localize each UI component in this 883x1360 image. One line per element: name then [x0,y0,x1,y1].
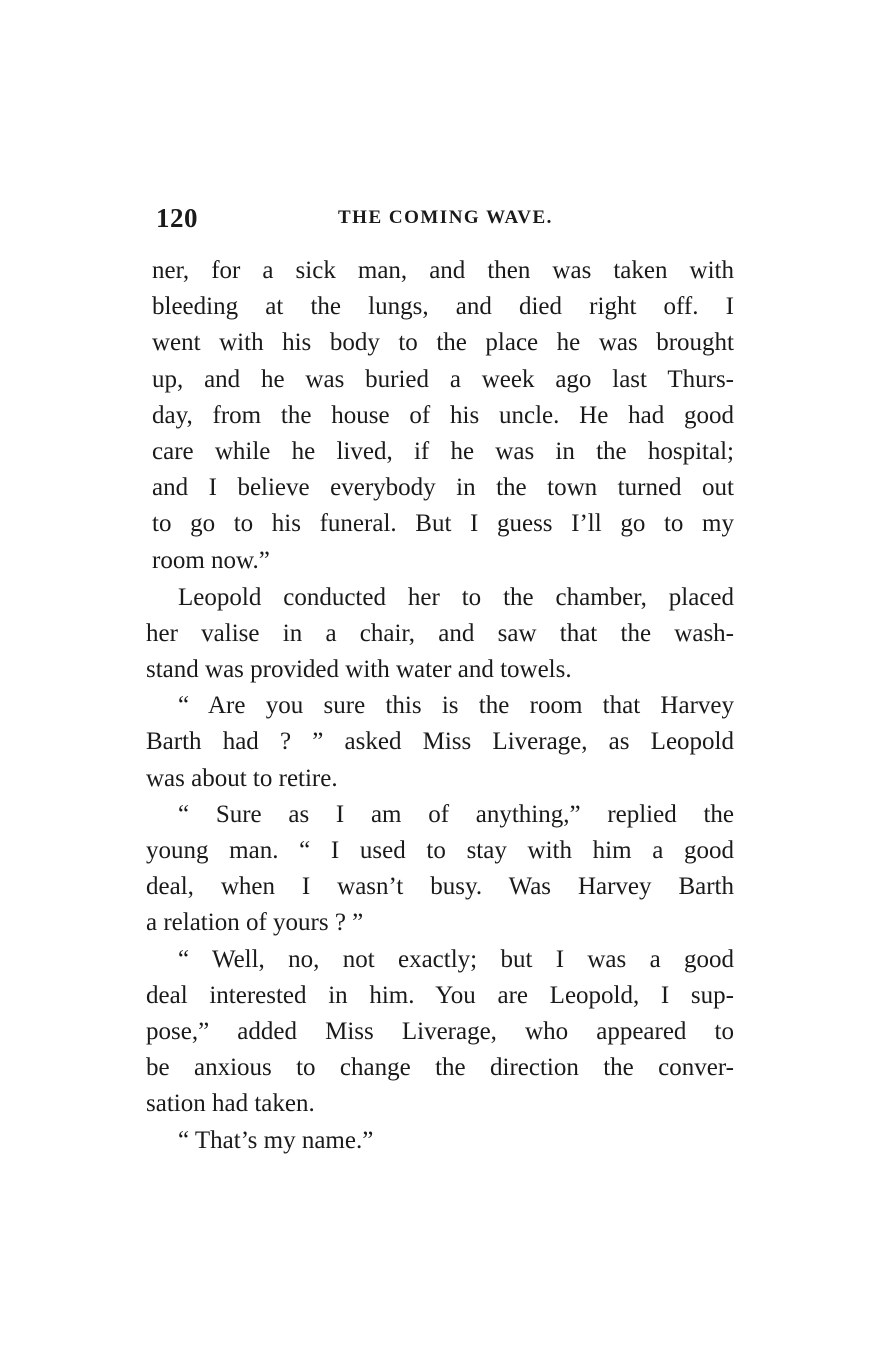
text-line: room now.” [152,546,270,574]
text-line: was about to retire. [146,764,338,792]
body-text [146,253,734,1159]
text-line: sation had taken. [146,1090,315,1118]
running-title: THE COMING WAVE. [338,207,553,228]
text-line: “ Are you sure this is the room that Harvey [178,692,734,720]
running-head [152,203,736,237]
text-line: “ That’s my name.” [178,1126,374,1154]
text-line: pose,” added Miss Liverage, who appeared to [146,1017,734,1045]
text-line: a relation of yours ? ” [146,909,364,937]
text-line: deal interested in him. You are Leopold, I sup- [146,981,734,1009]
text-line: “ Sure as I am of anything,” replied the [178,800,734,828]
text-line: Barth had ? ” asked Miss Liverage, as Leopold [146,728,734,756]
text-line: bleeding at the lungs, and died right off. I [152,293,734,321]
text-line: went with his body to the place he was brought [152,329,734,357]
text-line: Leopold conducted her to the chamber, placed [178,583,734,611]
text-line: up, and he was buried a week ago last Thurs- [152,365,734,393]
text-line: deal, when I wasn’t busy. Was Harvey Barth [146,873,734,901]
text-line: care while he lived, if he was in the hospital; [152,437,734,465]
text-line: “ Well, no, not exactly; but I was a good [178,945,734,973]
text-line: young man. “ I used to stay with him a good [146,837,734,864]
text-line: day, from the house of his uncle. He had good [152,401,734,429]
text-line: be anxious to change the direction the conver- [146,1054,734,1082]
text-line: stand was provided with water and towels. [146,656,572,684]
text-line: ner, for a sick man, and then was taken with [152,257,734,284]
text-line: her valise in a chair, and saw that the wash- [146,619,734,647]
text-line: and I believe everybody in the town turned out [152,474,734,502]
page-number: 120 [156,203,198,233]
text-line: to go to his funeral. But I guess I’ll go to my [152,510,734,538]
